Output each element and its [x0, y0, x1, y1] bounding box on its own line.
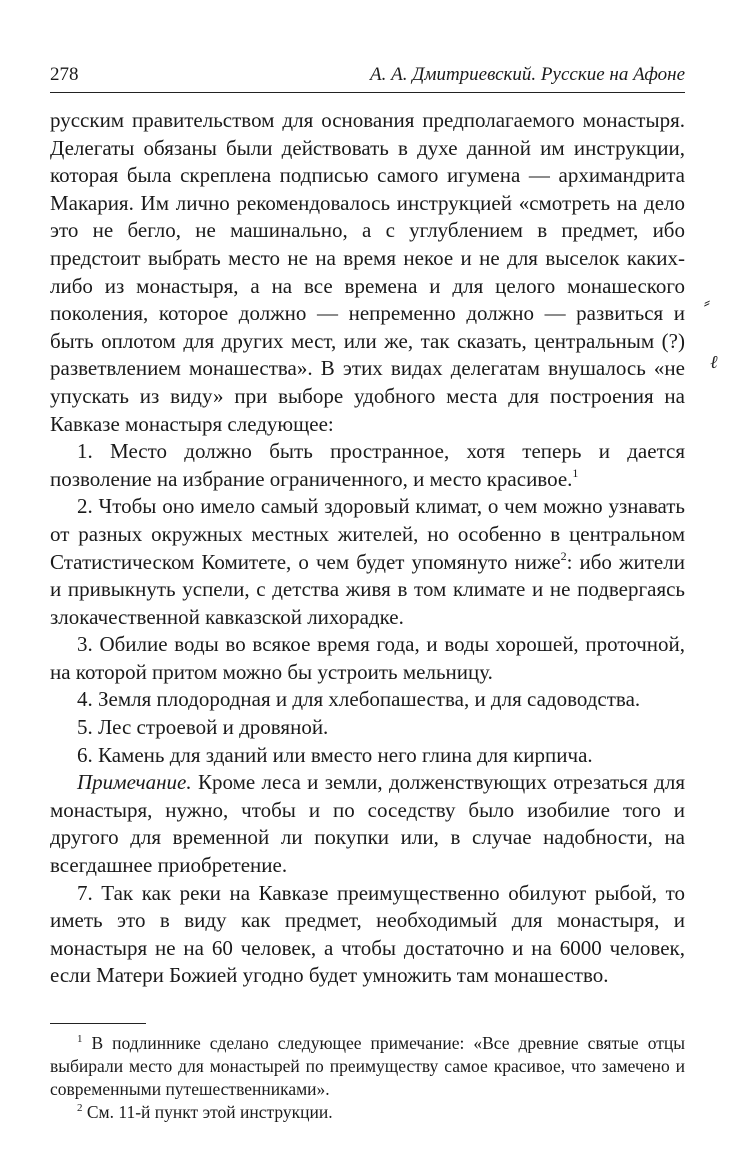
list-item-7: 7. Так как реки на Кавказе преимущественно обилуют рыбой, то иметь это в виду как предмет, необходимый для монастыря, и монастыря не на 60 человек, а чтобы достаточно и на 6000 человек, если Матери Божией угодно будет умножить там монашество.: [50, 880, 685, 988]
list-item-2-text: 2. Чтобы оно имело самый здоровый климат, о чем можно узнавать от разных окружных местных жителей, но особенно в центральном Статистическом Комитете, о чем будет упомянуто ниже: [50, 494, 685, 574]
footnote-2: [50, 1101, 685, 1124]
note-label: Примечание.: [77, 770, 192, 795]
footnote-divider: [50, 1023, 146, 1024]
footnote-1: [50, 1032, 685, 1101]
footnote-2-text: См. 11-й пункт этой инструкции.: [82, 1102, 333, 1122]
list-item-4: 4. Земля плодородная и для хлебопашества, и для садоводства.: [77, 687, 641, 712]
list-item-2-continuation: : ибо жители и привыкнуть успели, с детства живя в том климате и не подвергаясь злокачественной кавказской лихорадке.: [50, 549, 685, 629]
running-title: А. А. Дмитриевский. Русские на Афоне: [370, 64, 685, 85]
book-page: [50, 62, 685, 1124]
margin-pen-mark-icon: ⸗: [704, 292, 710, 312]
footnote-1-number: 1: [77, 1033, 83, 1045]
margin-pen-mark-icon: ℓ: [710, 352, 718, 372]
page-number: 278: [50, 64, 79, 85]
footnotes: [50, 1032, 685, 1124]
main-text: [50, 107, 685, 990]
list-item-5: 5. Лес строевой и дровяной.: [77, 715, 329, 740]
footnote-ref-2[interactable]: 2: [560, 548, 567, 563]
footnote-ref-1[interactable]: 1: [572, 465, 579, 480]
list-item-3: 3. Обилие воды во всякое время года, и воды хорошей, проточной, на которой притом можно бы устроить мельницу.: [50, 632, 685, 684]
list-item-2: [50, 493, 685, 631]
footnote-1-text: В подлиннике сделано следующее примечание: «Все древние святые отцы выбирали место для монастырей по преимуществу самое красивое, что замечено и современными путешественниками».: [50, 1033, 685, 1099]
footnote-2-number: 2: [77, 1102, 83, 1114]
intro-paragraph: русским правительством для основания предполагаемого монастыря. Делегаты обязаны были действовать в духе данной им инструкции, которая была скреплена подписью самого игумена — архимандрита Макария. Им лично рекомендовалось инструкцией «смотреть на дело это не бегло, не машинально, а с углублением в предмет, ибо предстоит выбрать место не на время некое и не для выселок каких-либо из монастыря, а на все времена и для целого монашеского поколения, которое должно — непременно должно — развиться и быть оплотом для других мест, или же, так сказать, центральным (?) разветвлением монашества». В этих видах делегатам внушалось «не упускать из виду» при выборе удобного места для построения на Кавказе монастыря следующее:: [50, 108, 685, 436]
list-item-1: [50, 438, 685, 493]
list-item-6: 6. Камень для зданий или вместо него глина для кирпича.: [77, 742, 593, 767]
note-paragraph: [50, 769, 685, 879]
note-text: Кроме леса и земли, долженствующих отрезаться для монастыря, нужно, чтобы и по соседству было изобилие того и другого для временной ли покупки или, в случае надобности, на всегдашнее приобретение.: [50, 770, 685, 878]
running-head: [50, 62, 685, 93]
list-item-1-text: 1. Место должно быть пространное, хотя теперь и дается позволение на избрание ограниченного, и место красивое.: [50, 439, 685, 491]
